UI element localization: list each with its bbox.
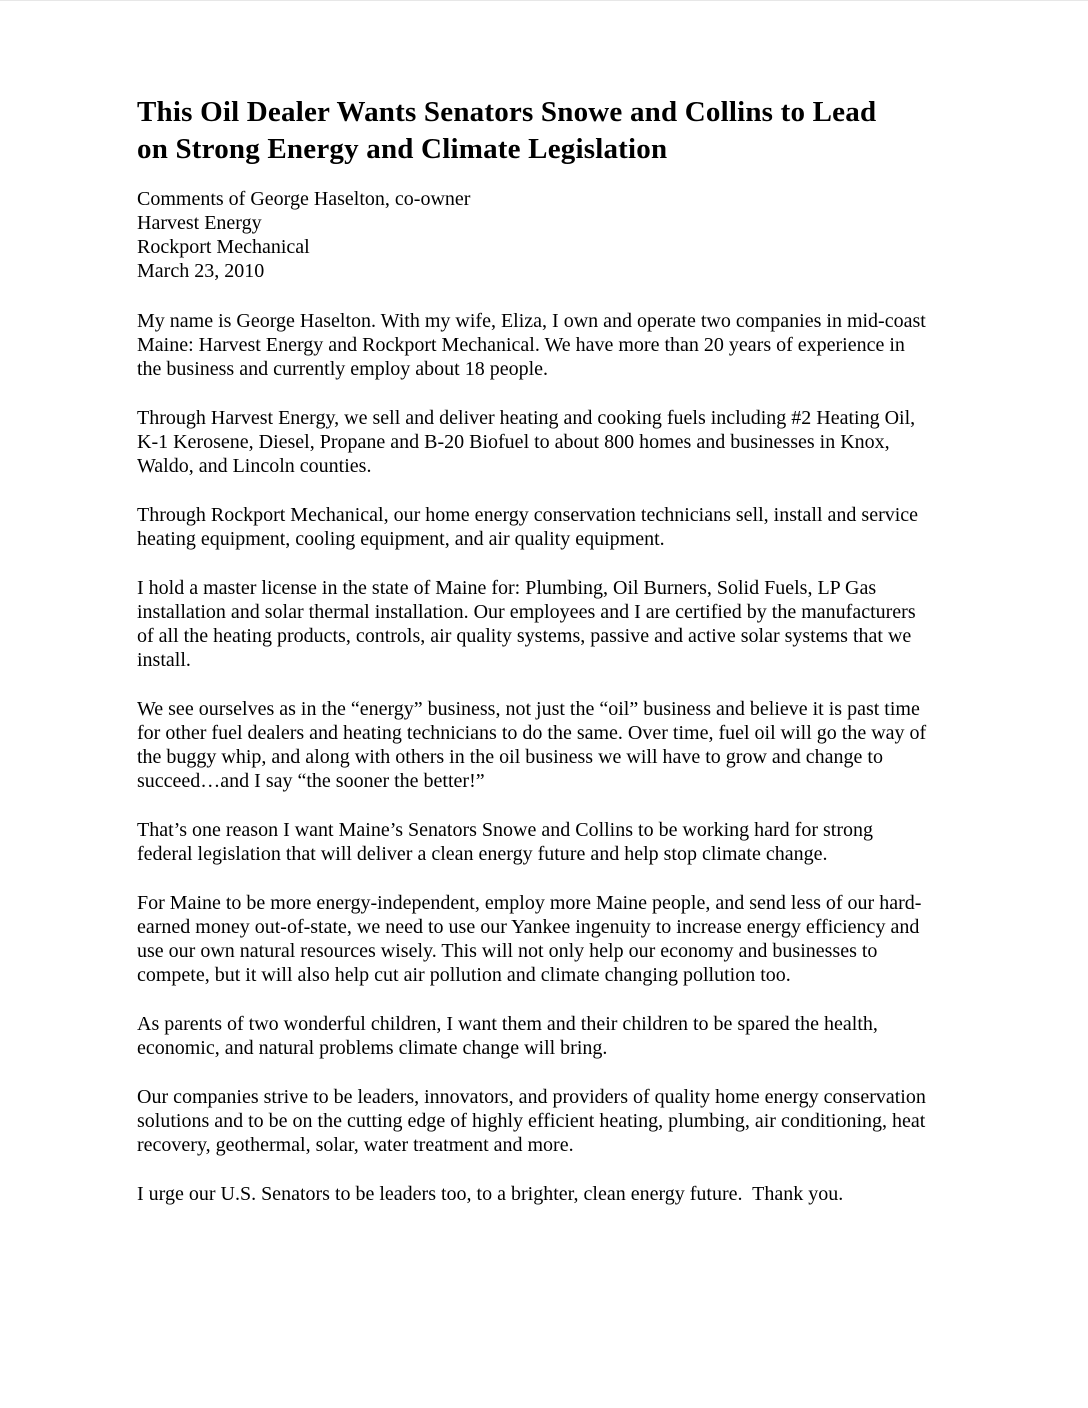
title-line-2: on Strong Energy and Climate Legislation <box>137 133 668 165</box>
paragraph-7: For Maine to be more energy-independent, employ more Maine people, and send less of our hard-earned money out-of-state, we need to use our Yankee ingenuity to increase energy efficiency and use our own natural resources wisely. This will not only help our economy and businesses to compete, but it will also help cut air pollution and climate changing pollution too. <box>137 892 925 986</box>
byline-company-1: Harvest Energy <box>137 212 262 234</box>
paragraph-4: I hold a master license in the state of Maine for: Plumbing, Oil Burners, Solid Fuels, LP Gas installation and solar thermal installation. Our employees and I are certified by the manufacturers of all the heating products, controls, air quality systems, passive and active solar systems that we install. <box>137 577 921 671</box>
byline-date: March 23, 2010 <box>137 260 265 282</box>
document-body <box>137 309 932 1206</box>
paragraph-9: Our companies strive to be leaders, innovators, and providers of quality home energy conservation solutions and to be on the cutting edge of highly efficient heating, plumbing, air conditioning, heat recovery, geothermal, solar, water treatment and more. <box>137 1086 931 1156</box>
paragraph-10: I urge our U.S. Senators to be leaders too, to a brighter, clean energy future. Thank you. <box>137 1183 844 1205</box>
paragraph-3: Through Rockport Mechanical, our home energy conservation technicians sell, install and service heating equipment, cooling equipment, and air quality equipment. <box>137 504 924 550</box>
byline-block <box>137 187 929 283</box>
document-title <box>137 94 929 168</box>
byline-company-2: Rockport Mechanical <box>137 236 310 258</box>
paragraph-8: As parents of two wonderful children, I want them and their children to be spared the health, economic, and natural problems climate change will bring. <box>137 1013 883 1059</box>
title-line-1: This Oil Dealer Wants Senators Snowe and Collins to Lead <box>137 96 877 128</box>
paragraph-5: We see ourselves as in the “energy” business, not just the “oil” business and believe it is past time for other fuel dealers and heating technicians to do the same. Over time, fuel oil will go the way of the buggy whip, and along with others in the oil business we will have to grow and change to succeed…and I say “the sooner the better!” <box>137 698 932 792</box>
paragraph-6: That’s one reason I want Maine’s Senators Snowe and Collins to be working hard for strong federal legislation that will deliver a clean energy future and help stop climate change. <box>137 819 878 865</box>
paragraph-2: Through Harvest Energy, we sell and deliver heating and cooking fuels including #2 Heating Oil, K-1 Kerosene, Diesel, Propane and B-20 Biofuel to about 800 homes and businesses in Knox, Waldo, and Lincoln counties. <box>137 407 921 477</box>
byline-author: Comments of George Haselton, co-owner <box>137 188 471 210</box>
paragraph-1: My name is George Haselton. With my wife, Eliza, I own and operate two companies in mid-coast Maine: Harvest Energy and Rockport Mechanical. We have more than 20 years of experience in the business and currently employ about 18 people. <box>137 310 931 380</box>
document-content <box>137 94 932 1231</box>
